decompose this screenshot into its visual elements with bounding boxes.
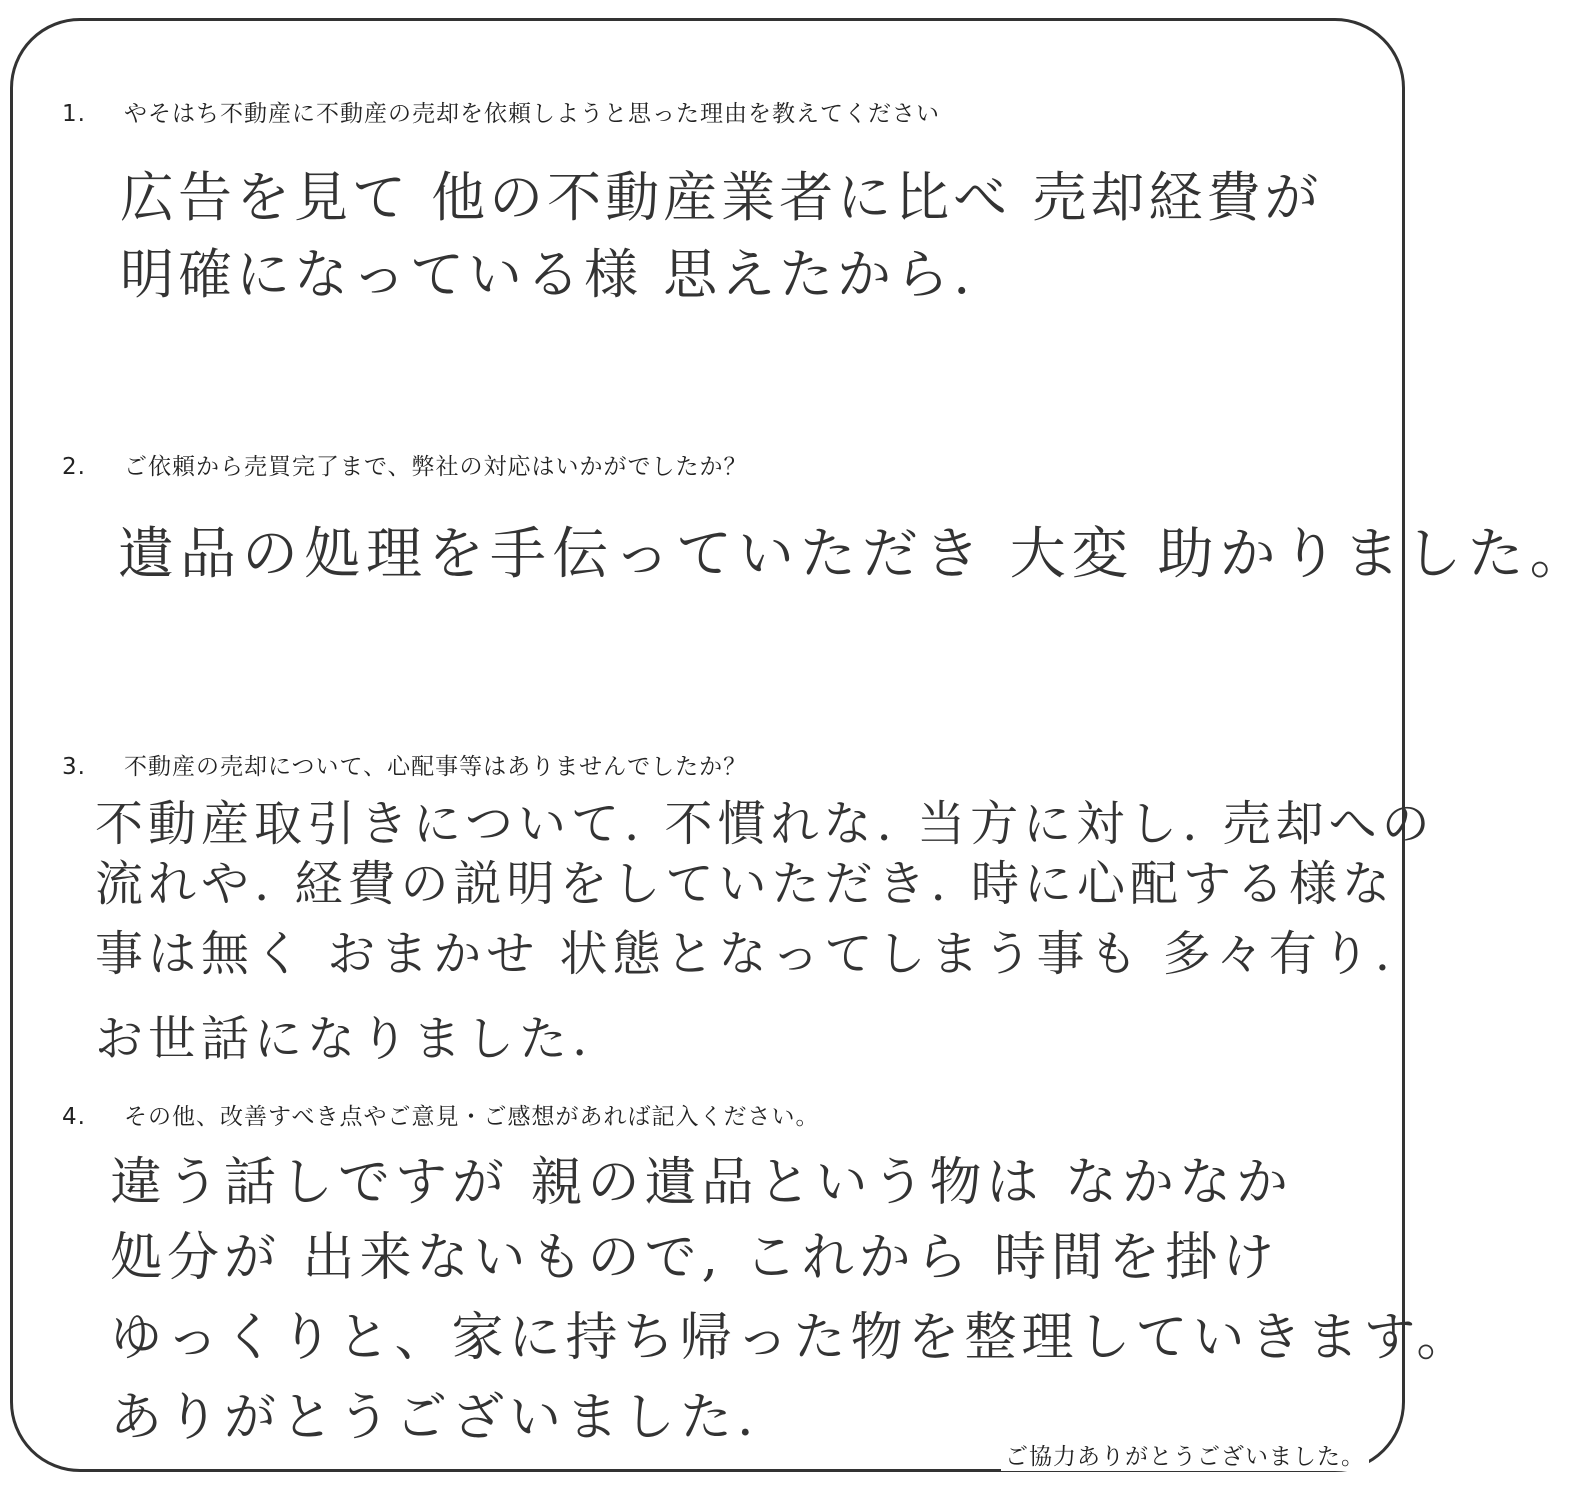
answer-4-line-3: ゆっくりと、家に持ち帰った物を整理していきます。 [110,1308,1474,1368]
question-2-number: 2. [62,454,86,480]
answer-4-line-4: ありがとうございました. [110,1388,759,1448]
question-4-number: 4. [62,1104,86,1130]
answer-1-line-2: 明確になっている様 思えたから. [120,243,975,306]
answer-4-line-1: 違う話しですが 親の遺品という物は なかなか [110,1153,1294,1213]
answer-2-line-1: 遺品の処理を手伝っていただき 大変 助かりました。 [118,522,1592,587]
answer-3-line-2: 流れや. 経費の説明をしていただき. 時に心配する様な [95,856,1396,912]
question-4 [62,1098,820,1131]
answer-1-line-1: 広告を見て 他の不動産業者に比べ 売却経費が [120,166,1323,229]
answer-4-line-2: 処分が 出来ないもので, これから 時間を掛け [110,1228,1280,1288]
question-2-text: ご依頼から売買完了まで、弊社の対応はいかがでしたか？ [124,454,748,480]
question-1-number: 1. [62,101,86,127]
answer-3-line-4: お世話になりました. [95,1011,593,1067]
question-3 [62,748,747,781]
question-2 [62,448,748,481]
question-3-number: 3. [62,754,86,780]
question-1-text: やそはち不動産に不動産の売却を依頼しようと思った理由を教えてください [124,101,940,127]
answer-3-line-3: 事は無く おまかせ 状態となってしまう事も 多々有り. [95,926,1396,982]
question-3-text: 不動産の売却について、心配事等はありませんでしたか？ [124,754,748,780]
question-1 [62,95,940,128]
answer-3-line-1: 不動産取引きについて. 不慣れな. 当方に対し. 売却への [95,796,1435,852]
footer-thanks: ご協力ありがとうございました。 [1001,1438,1369,1471]
question-4-text: その他、改善すべき点やご意見・ご感想があれば記入ください。 [124,1104,820,1130]
